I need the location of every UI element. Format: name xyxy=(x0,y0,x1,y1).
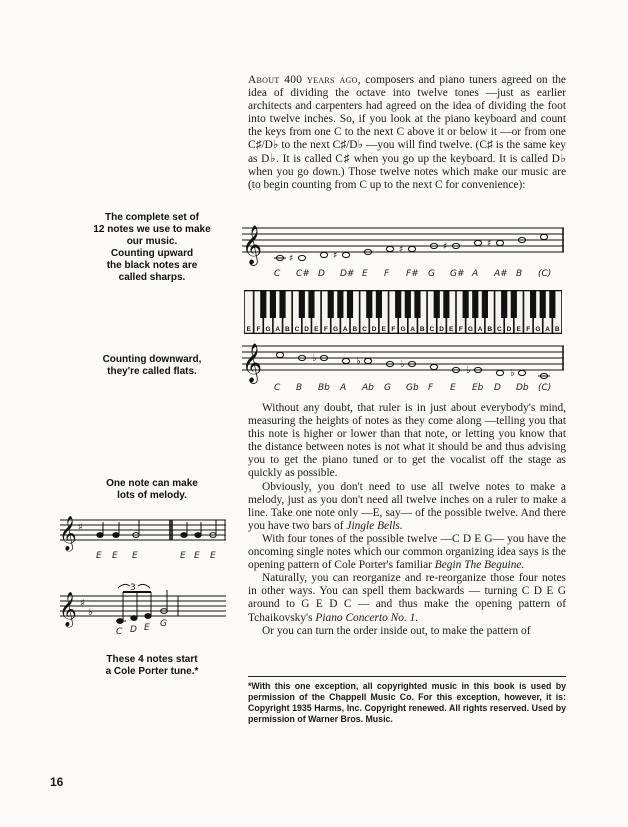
note-label: D xyxy=(494,383,501,393)
note-label: B xyxy=(296,383,303,393)
key-label: A xyxy=(477,326,483,333)
note-label: A xyxy=(472,269,479,279)
flat-icon: ♭ xyxy=(312,353,317,364)
black-key xyxy=(299,291,305,318)
key-label: F xyxy=(256,326,261,333)
body-paragraph-1: About 400 years ago, composers and piano tuners agreed on the idea of dividing the octave into twelve tones —just as earlier architects and carpenters had agreed on the idea of dividing the foot into twelve inches. So, if you look at the piano keyboard and count the keys from one C to the next C above it or below it —or from one C♯/D♭ to the next C♯/D♭ —you will find twelve. (C♯ is the same key as D♭. It is called C♯ when you go up the keyboard. It is called D♭ when you go down.) Those twelve notes which make our music are (to begin counting from C up to the next C for convenience): xyxy=(248,74,566,191)
lead-in: About 400 years ago, xyxy=(248,74,361,86)
whole-note xyxy=(496,370,503,375)
note-label: F xyxy=(428,383,434,393)
key-label: A xyxy=(410,326,415,333)
sharps-staff xyxy=(240,212,566,282)
black-key xyxy=(279,291,285,318)
black-key xyxy=(395,291,401,318)
key-label: G xyxy=(333,326,339,333)
note-label: (C) xyxy=(538,383,552,393)
key-label: G xyxy=(265,326,271,333)
key-label: E xyxy=(246,326,251,333)
flat-icon: ♭ xyxy=(510,368,515,379)
black-key xyxy=(549,291,555,318)
song-title: Piano Concerto No. 1. xyxy=(315,611,419,624)
black-key xyxy=(328,291,334,318)
black-key xyxy=(434,291,440,318)
treble-clef-icon: 𝄞 xyxy=(59,516,77,551)
body-paragraph-6: Or you can turn the order inside out, to make the pattern of xyxy=(262,624,531,637)
key-label: F xyxy=(526,326,531,333)
key-label: E xyxy=(381,326,386,333)
whole-note xyxy=(518,370,525,375)
note-label: E xyxy=(194,551,200,561)
flat-icon: ♭ xyxy=(88,607,93,618)
note-label: G# xyxy=(450,269,465,279)
black-key xyxy=(472,291,478,318)
key-label: C xyxy=(429,326,435,333)
key-label: D xyxy=(439,326,444,333)
body-paragraph-2: Without any doubt, that ruler is in just about everybody's mind, measuring the heights of notes as they come along —telling you that this note is higher or lower than that note, or letting you know that the distance between notes is not what it should be and thus advising you to get the piano tuned or to get the vocalist off the stage as quickly as possible. xyxy=(248,402,566,480)
body-paragraph-5: Naturally, you can reorganize and re-reorganize those four notes in other ways. You can spell them backwards — turning C D E G around to G E D C — and thus make the opening pattern of Tchaikovsky's Piano Concerto No. 1. xyxy=(248,572,566,624)
key-label: C xyxy=(362,326,367,333)
key-label: E xyxy=(516,326,521,333)
key-label: B xyxy=(487,326,493,333)
sharp-icon: ♯ xyxy=(289,254,294,264)
key-label: G xyxy=(535,326,541,333)
triplet-mark: 3 xyxy=(130,583,136,593)
key-label: B xyxy=(554,326,560,333)
footnote: *With this one exception, all copyrighted music in this book is used by permission of the Chappell Music Co. For this exception, however, it is: Copyright 1935 Harms, Inc. Copyright renewed. All rights reserved. Used by permission of Warner Bros. Music. xyxy=(248,676,566,725)
key-label: D xyxy=(506,326,512,333)
note-label: Bb xyxy=(318,383,330,393)
treble-clef-icon: 𝄞 xyxy=(242,343,263,383)
flats-staff xyxy=(240,340,566,396)
caption-melody: One note can make lots of melody. xyxy=(106,478,198,501)
key-label: A xyxy=(275,326,281,333)
whole-note xyxy=(408,246,415,251)
black-key xyxy=(511,291,517,318)
note-label: Eb xyxy=(472,383,484,393)
key-label: G xyxy=(467,326,473,333)
note-label: E xyxy=(96,551,102,561)
note-label: C xyxy=(274,383,281,393)
key-label: E xyxy=(314,326,319,333)
key-label: C xyxy=(497,326,502,333)
key-label: B xyxy=(352,326,358,333)
key-label: E xyxy=(449,326,454,333)
key-label: B xyxy=(285,326,290,333)
key-label: B xyxy=(419,326,425,333)
song-title: Begin The Beguine. xyxy=(434,559,525,572)
black-key xyxy=(260,291,266,318)
note-label: C xyxy=(116,627,123,637)
whole-note xyxy=(496,240,503,245)
black-key xyxy=(270,291,276,318)
note-label: Db xyxy=(516,383,529,393)
sharp-icon: ♯ xyxy=(487,239,492,249)
black-key xyxy=(501,291,507,318)
sharp-icon: ♯ xyxy=(80,598,85,609)
treble-clef-icon: 𝄞 xyxy=(59,592,77,627)
caption-flats: Counting downward, they're called flats. xyxy=(102,354,202,377)
note-label: G xyxy=(428,269,435,279)
whole-note xyxy=(342,358,349,363)
key-label: D xyxy=(304,326,309,333)
note-label: D xyxy=(130,625,137,635)
body-paragraph-4: With four tones of the possible twelve —C D E G— you have the oncoming single notes which our common organizing idea says is the opening pattern of Cole Porter's familiar Begin The Beguine. xyxy=(248,532,566,572)
whole-note xyxy=(320,252,327,257)
flat-icon: ♭ xyxy=(466,365,471,376)
note-label: G xyxy=(384,383,391,393)
black-key xyxy=(376,291,382,318)
note-label: Ab xyxy=(362,383,374,393)
sharp-icon: ♯ xyxy=(443,242,448,252)
key-label: F xyxy=(323,326,328,333)
cole-porter-staff xyxy=(58,578,228,638)
whole-note xyxy=(386,246,393,251)
black-key xyxy=(540,291,546,318)
key-label: A xyxy=(545,326,550,333)
whole-note xyxy=(474,240,481,245)
note-label: Gb xyxy=(406,383,419,393)
note-label: E xyxy=(450,383,456,393)
body-paragraph-3: Obviously, you don't need to use all twelve notes to make a melody, just as you don't need all twelve inches on a ruler to make a line. Take one note only —E, say— of the possible twelve. And there you have two bars of Jingle Bells. xyxy=(248,480,566,532)
piano-keyboard xyxy=(244,290,562,334)
note-label: D xyxy=(318,269,325,279)
note-label: D# xyxy=(340,269,355,279)
flat-icon: ♭ xyxy=(356,356,361,367)
whole-note xyxy=(276,352,283,357)
note-label: (C) xyxy=(538,269,552,279)
whole-note xyxy=(342,252,349,257)
note-label: E xyxy=(180,551,186,561)
sharp-icon: ♯ xyxy=(78,522,83,533)
jingle-bells-staff xyxy=(58,510,228,566)
note-label: C# xyxy=(296,269,310,279)
song-title: Jingle Bells. xyxy=(346,519,403,532)
treble-clef-icon: 𝄞 xyxy=(242,225,263,265)
key-label: G xyxy=(400,326,406,333)
sharp-icon: ♯ xyxy=(399,245,404,255)
key-label: A xyxy=(342,326,348,333)
flat-icon: ♭ xyxy=(400,359,405,370)
note-label: E xyxy=(112,551,118,561)
note-label: E xyxy=(144,623,150,633)
key-label: F xyxy=(391,326,396,333)
black-key xyxy=(366,291,372,318)
note-label: C xyxy=(274,269,281,279)
page-number: 16 xyxy=(50,775,64,789)
key-label: C xyxy=(294,326,300,333)
whole-note xyxy=(540,234,547,239)
black-key xyxy=(530,291,536,318)
body-paragraphs xyxy=(248,402,566,638)
black-key xyxy=(405,291,411,318)
caption-cole-porter: These 4 notes start a Cole Porter tune.* xyxy=(105,654,199,677)
note-label: A# xyxy=(494,269,508,279)
note-label: E xyxy=(210,551,216,561)
note-label: E xyxy=(132,551,138,561)
black-key xyxy=(347,291,353,318)
black-key xyxy=(443,291,449,318)
black-key xyxy=(308,291,314,318)
note-label: G xyxy=(160,619,167,629)
note-label: F# xyxy=(406,269,419,279)
note-label: F xyxy=(384,269,390,279)
caption-sharps: The complete set of 12 notes we use to make our music. Counting upward the black notes are called sharps. xyxy=(93,212,211,283)
key-label: D xyxy=(371,326,377,333)
sharp-icon: ♯ xyxy=(333,251,338,261)
black-key xyxy=(463,291,469,318)
note-label: E xyxy=(362,269,368,279)
whole-note xyxy=(298,255,305,260)
key-label: F xyxy=(458,326,463,333)
note-label: B xyxy=(516,269,523,279)
black-key xyxy=(337,291,343,318)
black-key xyxy=(482,291,488,318)
whole-note xyxy=(364,358,371,363)
black-key xyxy=(414,291,420,318)
note-label: A xyxy=(340,383,347,393)
whole-note xyxy=(430,364,437,369)
